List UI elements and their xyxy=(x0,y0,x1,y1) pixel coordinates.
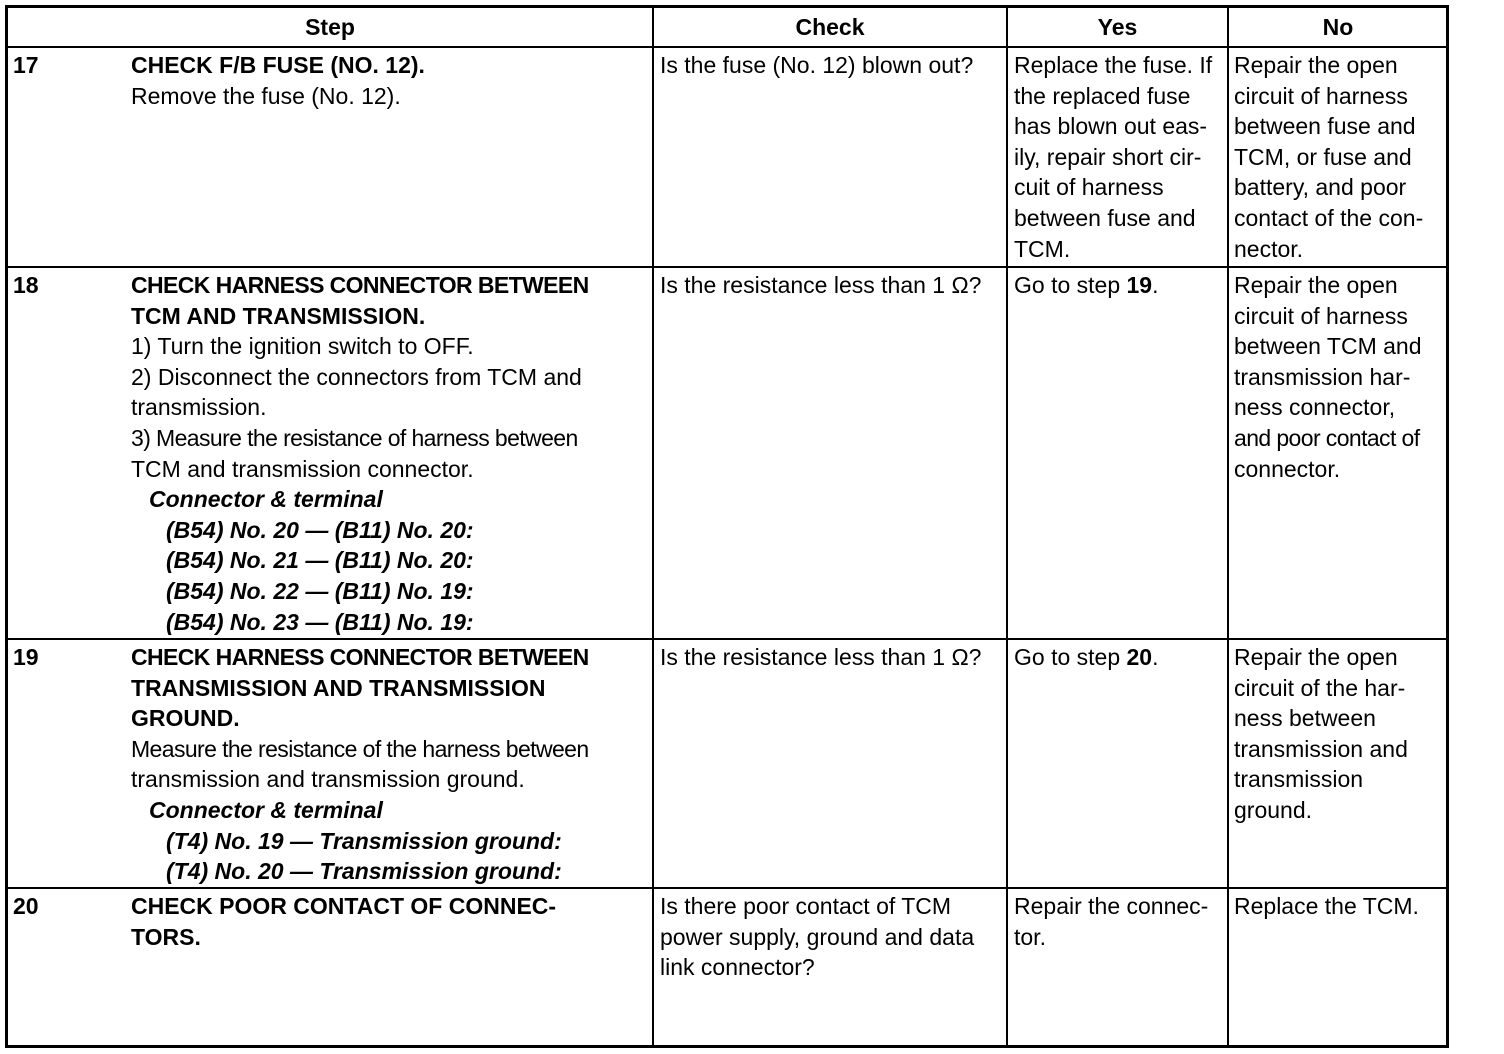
no-line: circuit of the har- xyxy=(1234,674,1406,701)
no-text xyxy=(1234,50,1446,264)
connector-terminal: (T4) No. 19 — Transmission ground: xyxy=(166,827,562,854)
yes-line: TCM. xyxy=(1014,235,1071,262)
connector-label: Connector & terminal xyxy=(149,486,383,513)
check-text: Is the resistance less than 1 Ω? xyxy=(660,272,982,298)
yes-line: cuit of harness xyxy=(1014,174,1164,201)
step-instruction: transmission and transmission ground. xyxy=(131,766,525,793)
connector-terminal: (B54) No. 22 — (B11) No. 19: xyxy=(166,577,474,604)
step-instruction: TCM and transmission connector. xyxy=(131,455,474,482)
column-divider xyxy=(1006,8,1008,1045)
step-number: 17 xyxy=(13,52,39,78)
yes-line: between fuse and xyxy=(1014,204,1196,231)
step-number: 19 xyxy=(13,644,39,670)
connector-label: Connector & terminal xyxy=(149,796,383,823)
connector-terminal: (T4) No. 20 — Transmission ground: xyxy=(166,858,562,885)
no-line: ness between xyxy=(1234,705,1376,732)
check-line: link connector? xyxy=(660,954,815,981)
no-line: TCM, or fuse and xyxy=(1234,143,1412,170)
no-line: Repair the open xyxy=(1234,52,1398,78)
check-text: Is the fuse (No. 12) blown out? xyxy=(660,52,974,78)
header-step: Step xyxy=(305,13,355,40)
step-instruction: transmission. xyxy=(131,394,267,421)
step-title: CHECK HARNESS CONNECTOR BETWEEN xyxy=(131,272,589,298)
no-line: ground. xyxy=(1234,796,1313,823)
no-line: between TCM and xyxy=(1234,333,1422,360)
column-divider xyxy=(1227,8,1229,1045)
check-text: Is the resistance less than 1 Ω? xyxy=(660,644,982,670)
step-number: 20 xyxy=(13,893,39,919)
row-divider xyxy=(8,638,1446,640)
yes-line: ily, repair short cir- xyxy=(1014,143,1202,170)
no-text: Replace the TCM. xyxy=(1234,893,1419,919)
yes-text xyxy=(1014,891,1224,952)
yes-step-link: 20 xyxy=(1126,644,1153,670)
yes-text xyxy=(1014,270,1224,301)
step-title: CHECK HARNESS CONNECTOR BETWEEN xyxy=(131,644,589,670)
step-title: TCM AND TRANSMISSION. xyxy=(131,302,426,329)
no-text xyxy=(1234,642,1446,826)
column-divider xyxy=(652,8,654,1045)
check-line: power supply, ground and data xyxy=(660,923,975,950)
step-description xyxy=(131,891,649,952)
yes-prefix: Go to step xyxy=(1014,644,1127,670)
step-instruction: 1) Turn the ignition switch to OFF. xyxy=(131,333,474,360)
header-check: Check xyxy=(795,13,865,40)
yes-line: tor. xyxy=(1014,923,1046,950)
step-description xyxy=(131,270,649,637)
check-line: Is there poor contact of TCM xyxy=(660,893,952,919)
connector-terminal: (B54) No. 23 — (B11) No. 19: xyxy=(166,608,474,635)
no-line: contact of the con- xyxy=(1234,204,1424,231)
step-title: CHECK POOR CONTACT OF CONNEC- xyxy=(131,893,557,919)
diagnostic-table xyxy=(5,5,1449,1048)
step-title: CHECK F/B FUSE (NO. 12). xyxy=(131,52,425,78)
step-number: 18 xyxy=(13,272,39,298)
yes-line: has blown out eas- xyxy=(1014,113,1208,140)
no-line: transmission and xyxy=(1234,735,1408,762)
header-yes: Yes xyxy=(1097,13,1138,40)
step-description xyxy=(131,642,649,887)
yes-text xyxy=(1014,642,1224,673)
no-line: transmission xyxy=(1234,766,1364,793)
connector-terminal: (B54) No. 20 — (B11) No. 20: xyxy=(166,516,474,543)
no-line: and poor contact of xyxy=(1234,424,1420,451)
step-instruction: Measure the resistance of the harness between xyxy=(131,735,589,762)
row-divider xyxy=(8,887,1446,889)
no-line: ness connector, xyxy=(1234,394,1396,421)
step-title: TRANSMISSION AND TRANSMISSION xyxy=(131,674,546,701)
step-title: GROUND. xyxy=(131,705,240,732)
no-line: battery, and poor xyxy=(1234,174,1407,201)
no-line: Repair the open xyxy=(1234,272,1398,298)
no-line: circuit of harness xyxy=(1234,82,1408,109)
step-instruction: 2) Disconnect the connectors from TCM and xyxy=(131,363,582,390)
step-instruction: Remove the fuse (No. 12). xyxy=(131,82,401,109)
yes-suffix: . xyxy=(1152,644,1159,670)
yes-text xyxy=(1014,50,1224,264)
row-divider xyxy=(8,266,1446,268)
yes-step-link: 19 xyxy=(1126,272,1153,298)
no-line: Repair the open xyxy=(1234,644,1398,670)
no-line: between fuse and xyxy=(1234,113,1416,140)
yes-line: Replace the fuse. If xyxy=(1014,52,1213,78)
no-line: connector. xyxy=(1234,455,1341,482)
yes-prefix: Go to step xyxy=(1014,272,1127,298)
no-line: circuit of harness xyxy=(1234,302,1408,329)
step-title: TORS. xyxy=(131,923,201,950)
check-text xyxy=(660,891,1003,983)
no-line: transmission har- xyxy=(1234,363,1411,390)
yes-suffix: . xyxy=(1152,272,1159,298)
step-instruction: 3) Measure the resistance of harness between xyxy=(131,424,578,451)
step-description xyxy=(131,50,649,111)
connector-terminal: (B54) No. 21 — (B11) No. 20: xyxy=(166,547,474,574)
no-text xyxy=(1234,270,1446,484)
header-no: No xyxy=(1322,13,1354,40)
no-line: nector. xyxy=(1234,235,1304,262)
yes-line: Repair the connec- xyxy=(1014,893,1209,919)
yes-line: the replaced fuse xyxy=(1014,82,1191,109)
row-divider xyxy=(8,46,1446,48)
